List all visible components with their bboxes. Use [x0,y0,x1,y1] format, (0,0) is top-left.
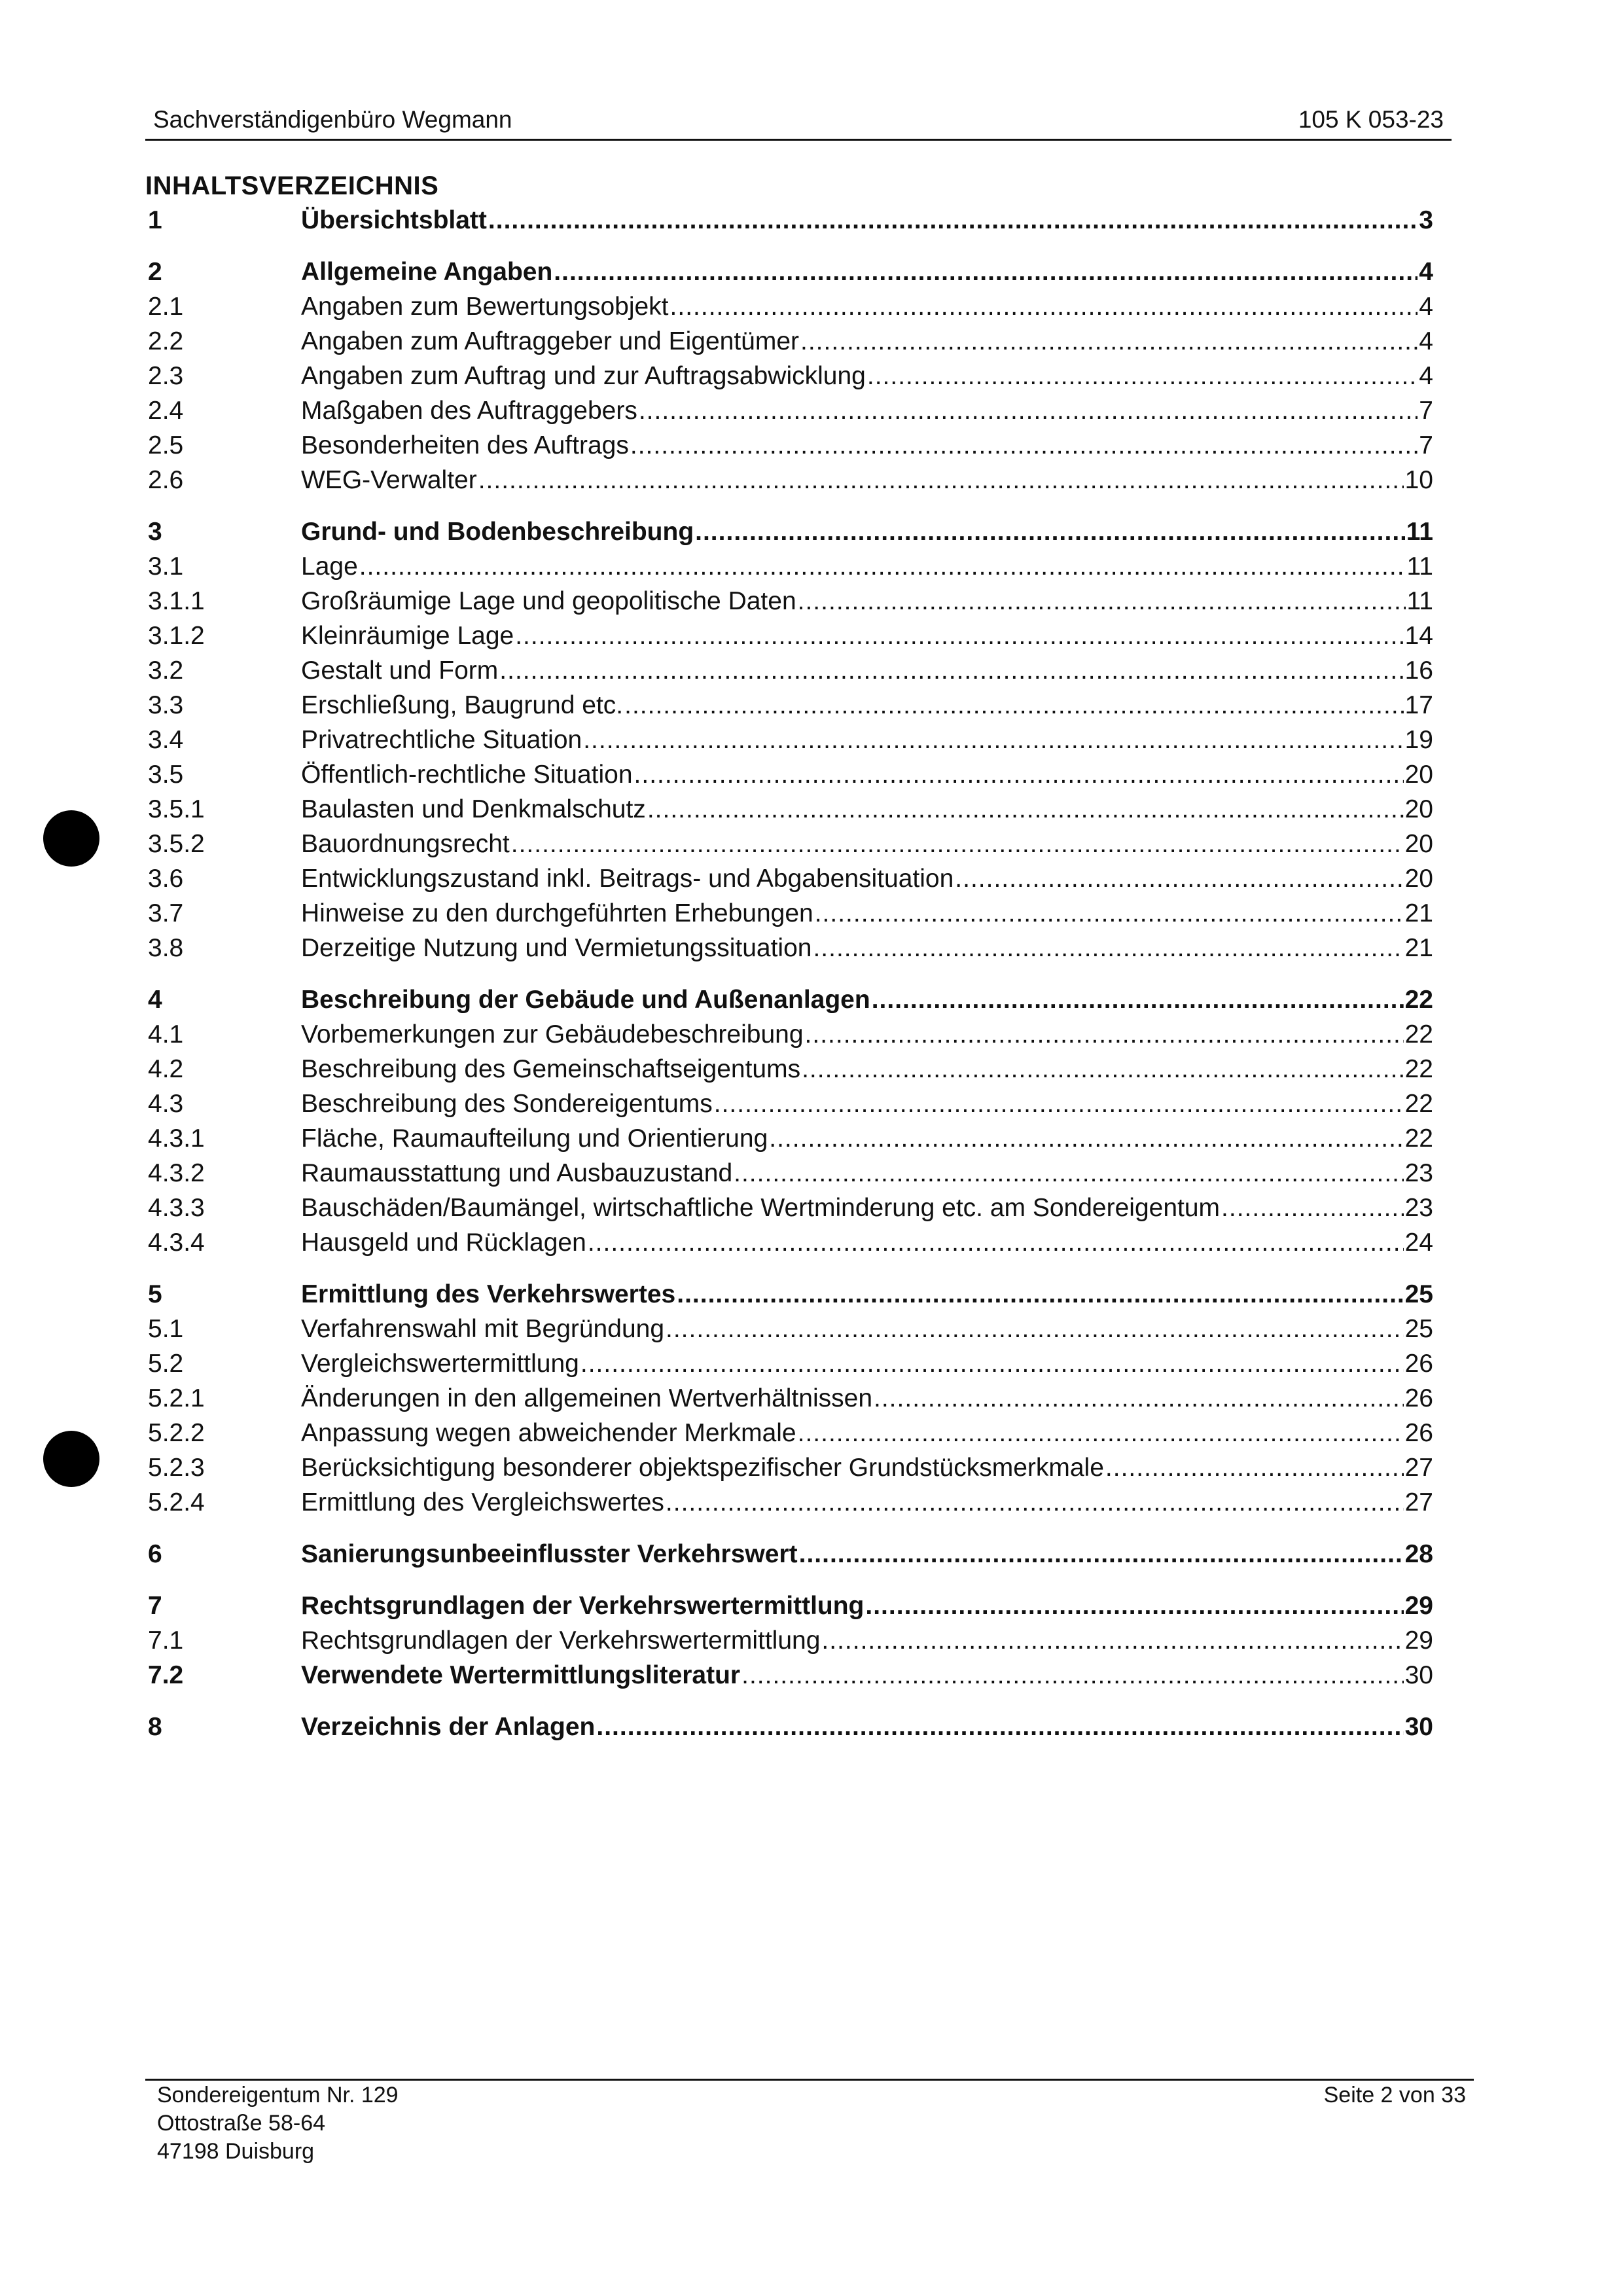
toc-entry-number: 2.1 [148,293,184,321]
toc-entry-number: 4.3.3 [148,1194,205,1222]
toc-entry-title: Bauordnungsrecht [301,830,510,858]
toc-entry-page: 7 [1419,397,1433,425]
toc-dot-leader [666,1485,1404,1520]
toc-entry-number: 4.2 [148,1055,184,1083]
footer-unit: Sondereigentum Nr. 129 [157,2083,399,2108]
toc-entry-body [301,931,1433,965]
toc-dot-leader [630,428,1418,463]
toc-entry-number: 4.3 [148,1090,184,1118]
toc-dot-leader [478,463,1404,497]
toc-dot-leader [802,1052,1404,1086]
toc-entry-body [301,1121,1433,1156]
toc-entry-page: 21 [1404,934,1433,962]
toc-entry-page: 23 [1404,1194,1433,1222]
toc-entry-title: Maßgaben des Auftraggebers [301,397,637,425]
toc-entry-page: 19 [1404,726,1433,754]
toc-entry-body [301,1191,1433,1225]
toc-dot-leader [499,653,1403,688]
toc-entry-number: 3.6 [148,865,184,893]
toc-dot-leader [677,1277,1403,1312]
toc-entry-body [301,463,1433,497]
toc-entry-body [301,1588,1433,1623]
toc-entry [145,514,1452,549]
toc-entry-number: 4.3.1 [148,1124,205,1153]
toc-entry-page: 7 [1419,431,1433,459]
footer-city: 47198 Duisburg [157,2139,315,2164]
toc-entry-title: Beschreibung des Gemeinschaftseigentums [301,1055,801,1083]
toc-entry [145,1017,1452,1052]
toc-entry-page: 22 [1404,986,1433,1014]
toc-entry-body [301,1052,1433,1086]
toc-entry-body [301,688,1433,723]
toc-entry-body [301,393,1433,428]
toc-entry-title: Ermittlung des Verkehrswertes [301,1280,676,1308]
toc-entry-body [301,619,1433,653]
toc-entry [145,1277,1452,1312]
toc-entry [145,1156,1452,1191]
toc-entry-page: 30 [1404,1661,1433,1689]
toc-entry [145,359,1452,393]
toc-entry-page: 4 [1419,293,1433,321]
toc-dot-leader [624,688,1404,723]
toc-entry [145,255,1452,289]
toc-entry-title: Grund- und Bodenbeschreibung [301,518,694,546]
toc-entry-body [301,1710,1433,1744]
toc-dot-leader [588,1225,1404,1260]
toc-entry-number: 3.5 [148,761,184,789]
toc-entry-body [301,255,1433,289]
toc-entry-page: 11 [1406,518,1433,546]
toc-entry-page: 11 [1406,552,1433,581]
toc-entry-page: 20 [1404,761,1433,789]
toc-entry-body [301,1450,1433,1485]
toc-entry-title: Sanierungsunbeeinflusster Verkehrswert [301,1540,798,1568]
toc-entry [145,324,1452,359]
toc-entry-page: 20 [1404,830,1433,858]
toc-dot-leader [666,1312,1404,1346]
toc-dot-leader [865,1588,1403,1623]
toc-entry [145,861,1452,896]
toc-entry-page: 27 [1404,1488,1433,1516]
toc-entry-title: Vergleichswertermittlung [301,1350,579,1378]
toc-dot-leader [515,619,1403,653]
toc-entry-body [301,1416,1433,1450]
toc-entry-title: Beschreibung der Gebäude und Außenanlagen [301,986,870,1014]
toc-entry-title: Anpassung wegen abweichender Merkmale [301,1419,796,1447]
toc-entry-number: 3.1 [148,552,184,581]
toc-entry-number: 3.5.2 [148,830,205,858]
toc-entry-body [301,1381,1433,1416]
toc-entry-body [301,428,1433,463]
toc-dot-leader [634,757,1404,792]
toc-entry-title: Gestalt und Form [301,656,499,685]
toc-dot-leader [596,1710,1403,1744]
toc-entry-title: Bauschäden/Baumängel, wirtschaftliche Wertminderung etc. am Sondereigentum [301,1194,1221,1222]
toc-entry-page: 29 [1404,1626,1433,1655]
toc-entry-page: 27 [1404,1454,1433,1482]
toc-entry-number: 4.3.2 [148,1159,205,1187]
toc-entry-title: Privatrechtliche Situation [301,726,582,754]
toc-entry-title: Berücksichtigung besonderer objektspezifischer Grundstücksmerkmale [301,1454,1104,1482]
page-header [145,103,1452,141]
toc-entry-number: 6 [148,1540,162,1568]
toc-entry-number: 3 [148,518,162,546]
toc-dot-leader [580,1346,1404,1381]
toc-entry [145,289,1452,324]
toc-entry-page: 3 [1419,206,1433,234]
toc-entry [145,896,1452,931]
toc-entry-title: Angaben zum Bewertungsobjekt [301,293,669,321]
toc-dot-leader [798,584,1406,619]
toc-entry-page: 17 [1404,691,1433,719]
toc-entry-title: Hausgeld und Rücklagen [301,1229,586,1257]
toc-entry-body [301,1225,1433,1260]
toc-entry [145,1346,1452,1381]
footer-page-number: Seite 2 von 33 [1323,2083,1466,2108]
toc-entry-page: 29 [1404,1592,1433,1620]
toc-dot-leader [955,861,1403,896]
toc-entry-title: Beschreibung des Sondereigentums [301,1090,713,1118]
toc-entry-page: 22 [1404,1124,1433,1153]
toc-entry-body [301,1485,1433,1520]
toc-entry-title: Raumausstattung und Ausbauzustand [301,1159,733,1187]
toc-entry-body [301,1346,1433,1381]
toc-entry-number: 5.2.1 [148,1384,205,1412]
toc-entry-title: Erschließung, Baugrund etc. [301,691,624,719]
toc-entry-page: 25 [1404,1315,1433,1343]
toc-entry-page: 28 [1404,1540,1433,1568]
toc-entry-title: Großräumige Lage und geopolitische Daten [301,587,796,615]
toc-entry-page: 10 [1404,466,1433,494]
toc-entry-page: 4 [1419,362,1433,390]
toc-entry-title: Änderungen in den allgemeinen Wertverhältnissen [301,1384,873,1412]
toc-entry-title: Angaben zum Auftrag und zur Auftragsabwicklung [301,362,866,390]
office-name: Sachverständigenbüro Wegmann [153,106,512,133]
toc-dot-leader [583,723,1403,757]
toc-entry-number: 2.2 [148,327,184,355]
toc-entry-title: Lage [301,552,358,581]
toc-entry-page: 22 [1404,1055,1433,1083]
toc-entry-page: 20 [1404,865,1433,893]
toc-entry-title: Entwicklungszustand inkl. Beitrags- und Abgabensituation [301,865,954,893]
toc-entry-title: Verwendete Wertermittlungsliteratur [301,1661,741,1689]
footer-address [157,2081,399,2166]
toc-dot-leader [805,1017,1404,1052]
toc-entry-number: 5.2.2 [148,1419,205,1447]
toc-entry [145,1416,1452,1450]
toc-entry-page: 4 [1419,258,1433,286]
toc-entry [145,1623,1452,1658]
toc-entry-title: Öffentlich-rechtliche Situation [301,761,633,789]
toc-entry-number: 7.1 [148,1626,184,1655]
toc-entry [145,982,1452,1017]
footer-street: Ottostraße 58-64 [157,2111,326,2136]
toc-dot-leader [359,549,1406,584]
toc-dot-leader [799,1537,1404,1571]
toc-entry-number: 3.5.1 [148,795,205,823]
toc-entry-number: 5.2.3 [148,1454,205,1482]
toc-entry [145,653,1452,688]
toc-entry-body [301,1086,1433,1121]
toc-entry-number: 5.2.4 [148,1488,205,1516]
file-number: 105 K 053-23 [1298,106,1444,133]
toc-entry-page: 23 [1404,1159,1433,1187]
toc-entry-page: 26 [1404,1384,1433,1412]
toc-dot-leader [1105,1450,1404,1485]
toc-entry [145,1191,1452,1225]
toc-entry-title: WEG-Verwalter [301,466,477,494]
toc-entry-body [301,1658,1433,1693]
toc-entry-title: Allgemeine Angaben [301,258,553,286]
toc-entry-title: Besonderheiten des Auftrags [301,431,629,459]
toc-entry-title: Ermittlung des Vergleichswertes [301,1488,664,1516]
toc-entry-number: 2.4 [148,397,184,425]
toc-dot-leader [734,1156,1403,1191]
toc-entry [145,1537,1452,1571]
toc-entry-number: 3.3 [148,691,184,719]
toc-entry-number: 2.3 [148,362,184,390]
toc-entry-number: 3.7 [148,899,184,927]
toc-dot-leader [874,1381,1404,1416]
toc-entry-number: 2.5 [148,431,184,459]
toc-entry-body [301,861,1433,896]
toc-entry-title: Übersichtsblatt [301,206,487,234]
toc-entry-page: 30 [1404,1713,1433,1741]
toc-entry-number: 7 [148,1592,162,1620]
toc-entry-number: 2 [148,258,162,286]
toc-entry-body [301,1156,1433,1191]
toc-entry-number: 3.4 [148,726,184,754]
toc-entry-number: 4.3.4 [148,1229,205,1257]
toc-entry-body [301,203,1433,238]
toc-entry-number: 5 [148,1280,162,1308]
toc-entry-page: 26 [1404,1350,1433,1378]
toc-entry-number: 1 [148,206,162,234]
toc-entry-title: Hinweise zu den durchgeführten Erhebungen [301,899,813,927]
toc-entry [145,1450,1452,1485]
toc-entry-page: 21 [1404,899,1433,927]
toc-entry-page: 16 [1404,656,1433,685]
toc-entry-body [301,1277,1433,1312]
toc-entry-body [301,792,1433,827]
toc-dot-leader [798,1416,1404,1450]
toc-entry [145,549,1452,584]
toc-entry [145,1381,1452,1416]
toc-entry-page: 20 [1404,795,1433,823]
toc-entry-title: Baulasten und Denkmalschutz [301,795,646,823]
toc-entry-title: Vorbemerkungen zur Gebäudebeschreibung [301,1020,804,1049]
toc-entry-title: Kleinräumige Lage [301,622,514,650]
toc-entry-body [301,896,1433,931]
toc-entry-page: 11 [1406,587,1433,615]
toc-entry [145,203,1452,238]
toc-entry-number: 8 [148,1713,162,1741]
toc-entry-body [301,723,1433,757]
toc-dot-leader [867,359,1418,393]
toc-entry [145,723,1452,757]
toc-entry-page: 24 [1404,1229,1433,1257]
toc-entry [145,1052,1452,1086]
toc-entry-number: 3.1.2 [148,622,205,650]
toc-entry-title: Rechtsgrundlagen der Verkehrswertermittlung [301,1626,821,1655]
toc-entry [145,1121,1452,1156]
toc-entry-title: Verfahrenswahl mit Begründung [301,1315,665,1343]
punch-hole [43,810,99,867]
toc-entry [145,1588,1452,1623]
footer-rule [145,2079,1474,2081]
toc-entry-body [301,514,1433,549]
toc-entry-number: 5.1 [148,1315,184,1343]
toc-entry-body [301,1537,1433,1571]
toc-entry-page: 4 [1419,327,1433,355]
toc-dot-leader [714,1086,1404,1121]
toc-entry-page: 26 [1404,1419,1433,1447]
toc-entry-body [301,653,1433,688]
toc-entry [145,1086,1452,1121]
toc-dot-leader [639,393,1418,428]
toc-entry-body [301,1312,1433,1346]
toc-entry-title: Derzeitige Nutzung und Vermietungssituation [301,934,812,962]
toc-entry [145,1710,1452,1744]
toc-entry-title: Rechtsgrundlagen der Verkehrswertermittlung [301,1592,865,1620]
toc-entry [145,393,1452,428]
toc-dot-leader [800,324,1418,359]
toc-entry-body [301,359,1433,393]
toc-entry [145,931,1452,965]
toc-entry [145,619,1452,653]
toc-dot-leader [821,1623,1403,1658]
toc-heading: INHALTSVERZEICHNIS [145,171,439,200]
toc-dot-leader [769,1121,1403,1156]
toc-entry [145,428,1452,463]
table-of-contents [145,203,1452,1744]
toc-dot-leader [741,1658,1403,1693]
toc-entry-body [301,1623,1433,1658]
toc-entry [145,463,1452,497]
toc-entry-body [301,982,1433,1017]
punch-hole [43,1431,99,1487]
toc-entry-title: Fläche, Raumaufteilung und Orientierung [301,1124,768,1153]
toc-dot-leader [647,792,1404,827]
toc-entry-page: 22 [1404,1020,1433,1049]
toc-entry-body [301,1017,1433,1052]
toc-dot-leader [815,896,1404,931]
toc-entry-page: 14 [1404,622,1433,650]
toc-entry-number: 7.2 [148,1661,184,1689]
toc-entry-number: 3.1.1 [148,587,205,615]
toc-dot-leader [872,982,1404,1017]
toc-entry-number: 5.2 [148,1350,184,1378]
toc-entry-page: 22 [1404,1090,1433,1118]
toc-dot-leader [1221,1191,1404,1225]
toc-entry-body [301,757,1433,792]
toc-entry [145,688,1452,723]
toc-entry [145,1485,1452,1520]
toc-dot-leader [695,514,1405,549]
toc-entry-body [301,289,1433,324]
toc-entry-body [301,324,1433,359]
toc-entry-title: Angaben zum Auftraggeber und Eigentümer [301,327,800,355]
toc-entry [145,792,1452,827]
toc-entry-number: 2.6 [148,466,184,494]
toc-entry-title: Verzeichnis der Anlagen [301,1713,596,1741]
toc-entry-body [301,827,1433,861]
toc-dot-leader [813,931,1403,965]
toc-dot-leader [511,827,1404,861]
toc-entry-number: 3.8 [148,934,184,962]
toc-dot-leader [670,289,1418,324]
toc-entry-number: 3.2 [148,656,184,685]
toc-entry [145,757,1452,792]
toc-entry-body [301,584,1433,619]
toc-entry [145,1312,1452,1346]
toc-entry [145,1225,1452,1260]
toc-entry-page: 25 [1404,1280,1433,1308]
toc-dot-leader [554,255,1418,289]
toc-entry [145,1658,1452,1693]
toc-dot-leader [488,203,1418,238]
toc-entry [145,827,1452,861]
toc-entry-body [301,549,1433,584]
toc-entry [145,584,1452,619]
toc-entry-number: 4.1 [148,1020,184,1049]
toc-entry-number: 4 [148,986,162,1014]
